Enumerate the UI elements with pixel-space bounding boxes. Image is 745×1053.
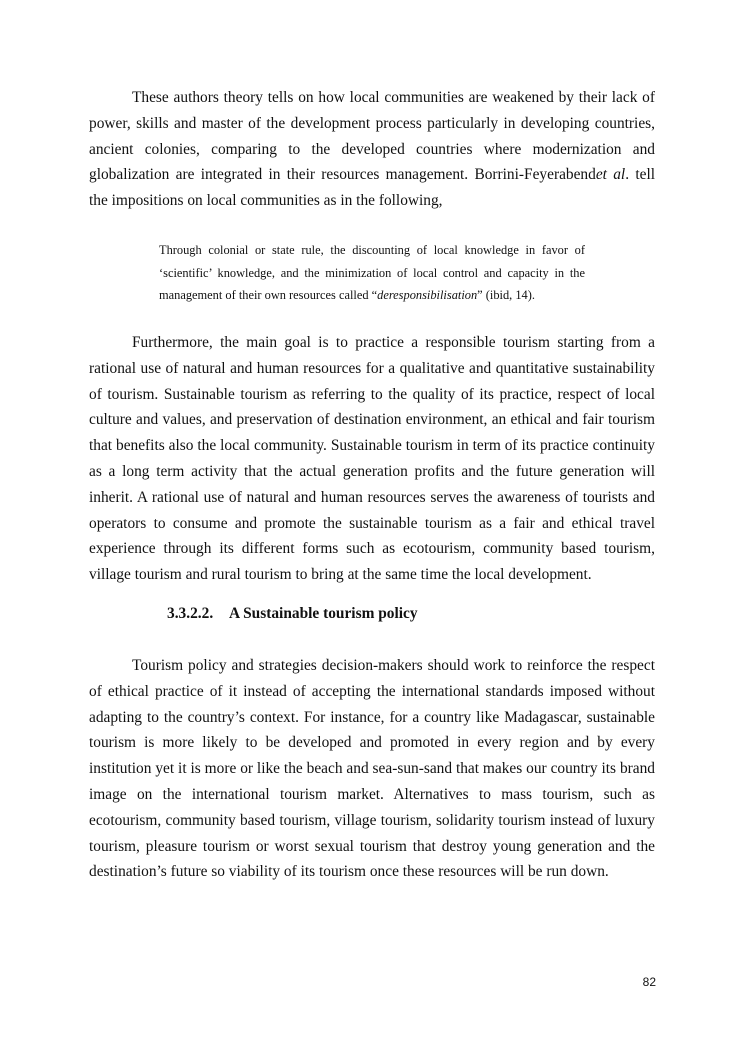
section-title: A Sustainable tourism policy <box>229 605 418 622</box>
page-number: 82 <box>642 975 656 989</box>
quote-text-start: Through colonial or state rule, the discounting of local knowledge in favor of ‘scientific’ knowledge, and the minimization of local control and capacity in the management of their own resources called “ <box>159 243 585 302</box>
paragraph1-italic-et-al: et al <box>595 166 626 184</box>
body-paragraph-1 <box>89 85 655 214</box>
body-paragraph-3: Tourism policy and strategies decision-makers should work to reinforce the respect of ethical practice of it instead of accepting the international standards imposed without adapting to the country’s context. For instance, for a country like Madagascar, sustainable tourism is more likely to be developed and promoted in every region and by every institution yet it is more or like the beach and sea-sun-sand that makes our country its brand image on the international tourism market. Alternatives to mass tourism, such as ecotourism, community based tourism, village tourism, solidarity tourism instead of luxury tourism, pleasure tourism or worst sexual tourism that destroy young generation and the destination’s future so viability of its tourism once these resources will be run down. <box>89 657 655 881</box>
paragraph1-text-end: . tell the impositions on local communities as in the following, <box>89 166 655 210</box>
body-paragraph-2: Furthermore, the main goal is to practice a responsible tourism starting from a rational use of natural and human resources for a qualitative and quantitative sustainability of tourism. Sustainable tourism as referring to the quality of its practice, respect of local culture and values, and preservation of destination environment, an ethical and fair tourism that benefits also the local community. Sustainable tourism in term of its practice continuity as a long term activity that the actual generation profits and the future generation will inherit. A rational use of natural and human resources serves the awareness of tourists and operators to consume and promote the sustainable tourism as a fair and ethical travel experience through its different forms such as ecotourism, community based tourism, village tourism and rural tourism to bring at the same time the local development. <box>89 334 655 584</box>
section-heading <box>167 604 418 624</box>
paragraph1-text-start: These authors theory tells on how local communities are weakened by their lack of power, skills and master of the development process particularly in developing countries, ancient colonies, comparing to the developed countries where modernization and globalization are integrated in their resources management. Borrini-Feyerabend <box>89 89 655 184</box>
section-number: 3.3.2.2. <box>167 605 214 622</box>
quote-italic-term: deresponsibilisation <box>377 288 478 302</box>
quote-text-end: ” (ibid, 14). <box>477 288 535 302</box>
block-quote <box>159 239 585 307</box>
